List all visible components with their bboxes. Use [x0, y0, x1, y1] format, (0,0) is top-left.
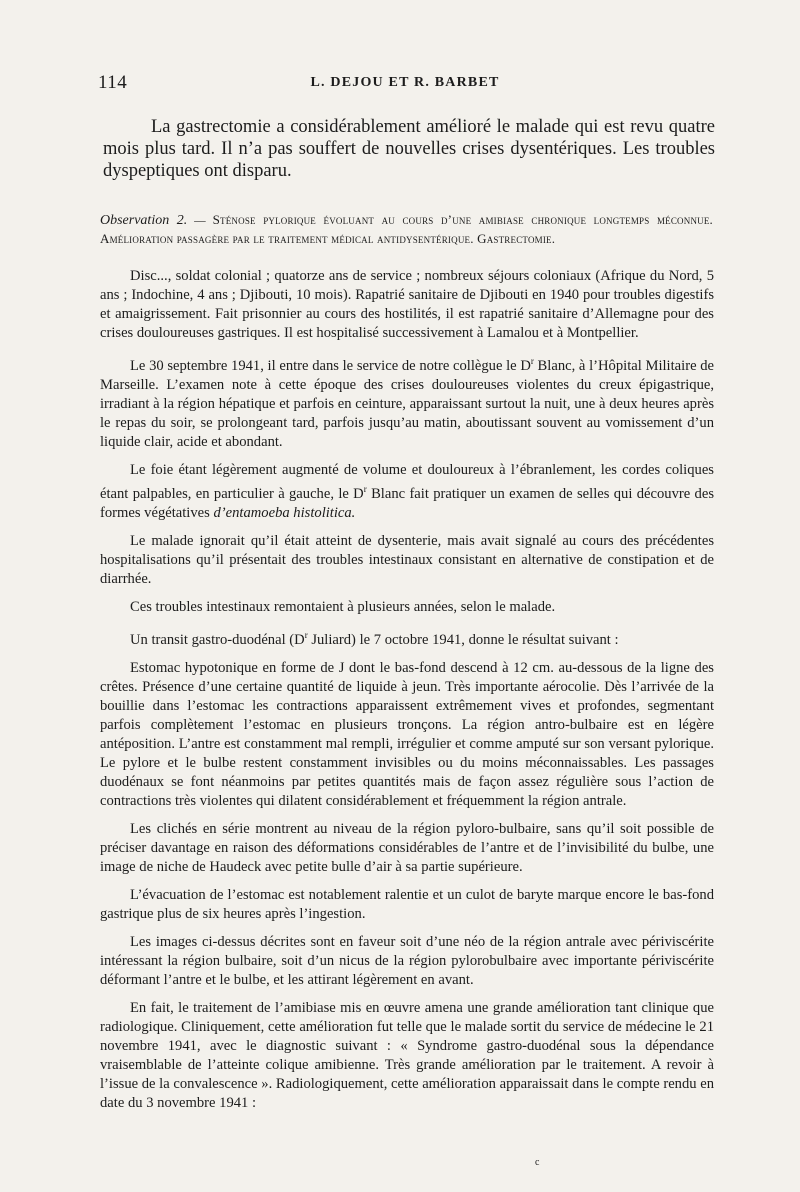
- paragraph-history: Disc..., soldat colonial ; quatorze ans de service ; nombreux séjours coloniaux (Afrique du Nord, 5 ans ; Indochine, 4 ans ; Djibouti, 10 mois). Rapatrié sanitaire de Djibouti en 1940 pour troubles digestifs et amaigrissement. Fait prisonnier au cours des hostilités, il est rapatrié sanitaire d’Allemagne pour des crises douloureuses gastriques. Il est hospitalisé successivement à Lamalou et à Montpellier.: [100, 268, 714, 341]
- superscript: r: [530, 356, 534, 366]
- paragraph-transit: [100, 626, 714, 650]
- observation-dash: —: [187, 215, 213, 227]
- superscript: r: [304, 629, 308, 640]
- paragraph-images: Les images ci-dessus décrites sont en faveur soit d’une néo de la région antrale avec périviscérite intéressant la région bulbaire, soit d’un nicus de la région pylorobulbaire avec importante périviscérite déformant l’antre et le bulbe, et les attirant légèrement en avant.: [100, 933, 714, 988]
- paragraph-dysentery: Le malade ignorait qu’il était atteint de dysenterie, mais avait signalé au cours des précédentes hospitalisations qu’il présentait des troubles intestinaux consistant en alternative de constipation et de diarrhée.: [100, 532, 714, 587]
- page-number: 114: [98, 72, 128, 93]
- intro-text: La gastrectomie a considérablement amélioré le malade qui est revu quatre mois plus tard. Il n’a pas souffert de nouvelles crises dysentériques. Les troubles dyspeptiques ont disparu.: [103, 117, 715, 181]
- text-run: Le 30 septembre 1941, il entre dans le service de notre collègue le D: [130, 357, 531, 374]
- footer-mark: c: [535, 1157, 540, 1168]
- observation-heading: [100, 211, 713, 249]
- intro-paragraph: [103, 116, 715, 182]
- paragraph-cliches: Les clichés en série montrent au niveau de la région pyloro-bulbaire, sans qu’il soit possible de préciser davantage en raison des déformations considérables de l’antre et de l’invisibilité du bulbe, une image de niche de Haudeck avec petite bulle d’air à sa partie supérieure.: [100, 820, 714, 875]
- paragraph-stomach: Estomac hypotonique en forme de J dont le bas-fond descend à 12 cm. au-dessous de la ligne des crêtes. Présence d’une certaine quantité de liquide à jeun. Très importante aérocolie. Dès l’arrivée de la bouillie dans l’estomac les contractions apparaissent extrêmement vives et profondes, segmentant parfois complètement l’estomac en plusieurs tronçons. La région antro-bulbaire est en légère antéposition. L’antre est constamment mal rempli, irrégulier et comme amputé sur son versant pylorique. Le pylore et le bulbe restent constamment invisibles ou du moins méconnaissables. Les passages duodénaux se font néanmoins par petites quantités mais de façon assez régulière sous l’action de contractions très violentes qui dilatent considérablement et fréquemment la région antrale.: [100, 659, 714, 809]
- paragraph-liver: [100, 461, 714, 523]
- paragraph-evacuation: L’évacuation de l’estomac est notablement ralentie et un culot de baryte marque encore le bas-fond gastrique plus de six heures après l’ingestion.: [100, 886, 714, 922]
- text-run: Blanc fait pratiquer un examen de selles qui découvre des formes végétatives: [100, 485, 714, 521]
- page-header: [98, 72, 712, 96]
- observation-label: Observation 2.: [100, 213, 188, 228]
- italic-run: d’entamoeba histolitica.: [213, 504, 356, 521]
- paragraph-treatment: En fait, le traitement de l’amibiase mis en œuvre amena une grande amélioration tant clinique que radiologique. Cliniquement, cette amélioration fut telle que le malade sortit du service de médecine le 21 novembre 1941, avec le diagnostic suivant : « Syndrome gastro-duodénal sous la dépendance vraisemblable de l’atteinte colique amibienne. Très grande amélioration par le traitement. A revoir à l’issue de la convalescence ». Radiologiquement, cette amélioration apparaissait dans le compte rendu en date du 3 novembre 1941 :: [100, 999, 714, 1111]
- text-run: Blanc, à l’Hôpital Militaire de Marseille. L’examen note à cette époque des crises douloureuses violentes du creux épigastrique, irradiant à la région hépatique et parfois en ceinture, apparaissant surtout la nuit, une à deux heures après le repas du soir, se prolongeant tard, parfois jusqu’au matin, aboutissant souvent au vomissement d’un liquide clair, acide et abondant.: [100, 357, 715, 450]
- text-run: Le foie étant légèrement augmenté de volume et douloureux à l’ébranlement, les cordes coliques étant palpables, en particulier à gauche, le D: [100, 461, 714, 502]
- observation-title: Sténose pylorique évoluant au cours d’une amibiase chronique longtemps méconnue. Amélioration passagère par le traitement médical antidysentérique. Gastrectomie.: [100, 212, 713, 246]
- superscript: r: [363, 483, 367, 494]
- paragraph-admission: [100, 352, 714, 452]
- paragraph-intestinal: Ces troubles intestinaux remontaient à plusieurs années, selon le malade.: [130, 598, 556, 615]
- text-run: Juliard) le 7 octobre 1941, donne le résultat suivant :: [307, 631, 619, 648]
- running-title: L. DEJOU ET R. BARBET: [310, 75, 500, 90]
- text-run: Un transit gastro-duodénal (D: [130, 631, 305, 648]
- observation-body: [100, 267, 714, 1122]
